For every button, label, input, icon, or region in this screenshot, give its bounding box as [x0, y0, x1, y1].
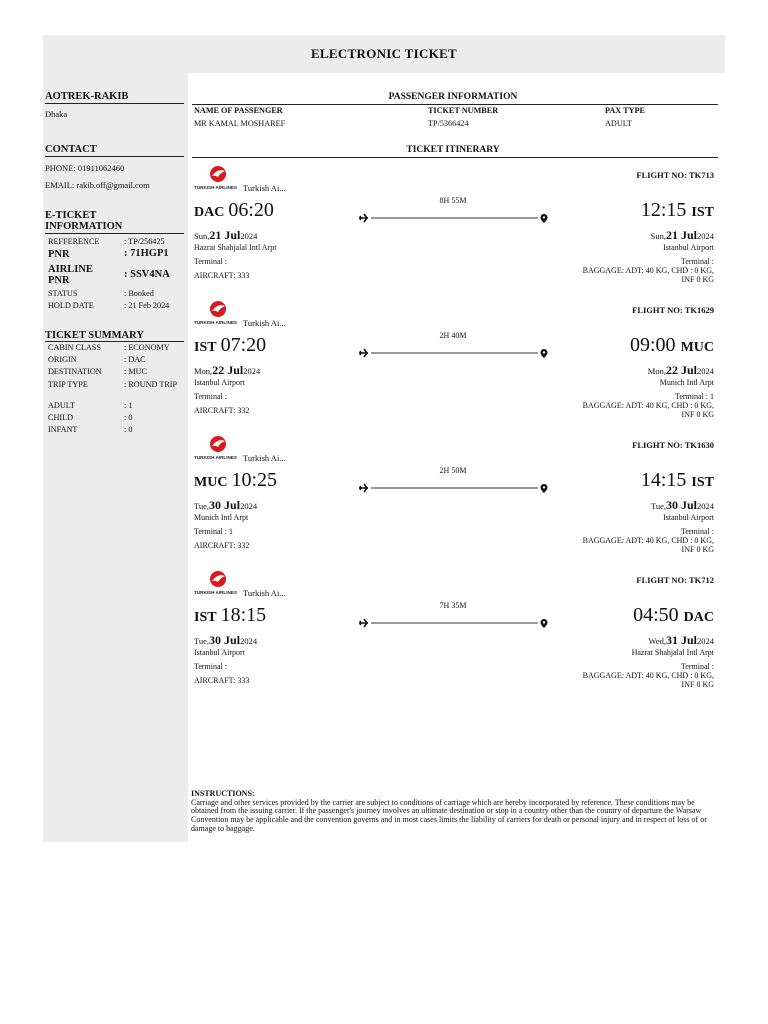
arrival-code: MUC [680, 340, 714, 355]
passenger-name-header: NAME OF PASSENGER [194, 106, 283, 115]
baggage-allowance: BAGGAGE: ADT: 40 KG, CHD : 0 KG, INF 0 KG [582, 401, 714, 419]
summary-value: : ECONOMY [124, 343, 170, 352]
svg-text:TURKISH AIRLINES: TURKISH AIRLINES [194, 320, 237, 325]
departure-time: 06:20 [228, 199, 274, 221]
divider [45, 103, 184, 104]
departure-time: 07:20 [220, 334, 267, 356]
instructions-text: Carriage and other services provided by the carrier are subject to conditions of carriage which are hereby incorporated by reference. These conditions may be obtained from the issuing carrier. If the passenger's journey involves an ultimate destination or stop in a country other than the country of departure the Warsaw Convention may be applicable and the convention governs and in most cases limits the liability of carriers for death or personal injury and in respect of loss of or damage to baggage. [191, 797, 707, 833]
departure-code: MUC [194, 475, 228, 490]
plane-icon [359, 484, 368, 492]
svg-text:TURKISH AIRLINES: TURKISH AIRLINES [194, 590, 237, 595]
ticket-number-header: TICKET NUMBER [428, 106, 499, 115]
passenger-info-title: PASSENGER INFORMATION [388, 92, 518, 102]
contact-email: EMAIL: rakib.off@gmail.com [45, 180, 150, 190]
flight-duration: 7H 35M [439, 601, 467, 610]
summary-key: INFANT [48, 425, 78, 434]
summary-key: CABIN CLASS [48, 343, 102, 352]
flight-duration: 8H 55M [439, 196, 467, 205]
instructions-title: INSTRUCTIONS: [191, 789, 255, 798]
agency-city: Dhaka [45, 109, 68, 119]
route-line [358, 482, 553, 494]
summary-value: : 0 [124, 413, 133, 422]
contact-title: CONTACT [45, 144, 97, 155]
arrival-date: Mon,22 Jul2024 [647, 363, 714, 377]
itinerary-title: TICKET ITINERARY [406, 145, 500, 155]
divider [45, 156, 184, 157]
arrival [641, 469, 714, 492]
flight-segment [188, 435, 725, 570]
route-line [358, 617, 553, 629]
flight-segment [188, 300, 725, 435]
location-pin-icon [541, 619, 548, 628]
departure [194, 469, 277, 492]
turkish-airlines-logo [194, 300, 246, 326]
pax-type: ADULT [605, 119, 632, 128]
departure-date: Sun,21 Jul2024 [194, 228, 258, 242]
flight-number: FLIGHT NO: TK713 [636, 170, 714, 180]
summary-key: CHILD [48, 413, 74, 422]
e-ticket-document [43, 35, 725, 842]
departure-terminal: Terminal : [194, 257, 227, 266]
divider [45, 233, 184, 234]
summary-value: : 1 [124, 401, 133, 410]
aircraft-type: AIRCRAFT: 333 [194, 271, 250, 280]
departure [194, 199, 274, 222]
summary-value: : 0 [124, 425, 133, 434]
arrival-code: DAC [683, 610, 714, 625]
airline-name: Turkish Ai... [243, 318, 286, 328]
eticket-title: E-TICKET INFORMATION [45, 210, 123, 232]
departure-airport: Munich Intl Arpt [194, 513, 249, 522]
route-line [358, 347, 553, 359]
summary-value: : MUC [124, 367, 147, 376]
eticket-value: : 21 Feb 2024 [124, 301, 170, 310]
flight-number: FLIGHT NO: TK1630 [632, 440, 714, 450]
summary-key: DESTINATION [48, 367, 102, 376]
arrival-airport: Istanbul Airport [663, 513, 714, 522]
departure-airport: Istanbul Airport [194, 648, 245, 657]
plane-icon [359, 214, 368, 222]
arrival-terminal: Terminal : [681, 527, 714, 536]
baggage-allowance: BAGGAGE: ADT: 40 KG, CHD : 0 KG, INF 0 KG [582, 266, 714, 284]
plane-icon [359, 619, 368, 627]
arrival-time: 09:00 [630, 334, 681, 356]
flight-segment [188, 570, 725, 705]
baggage-allowance: BAGGAGE: ADT: 40 KG, CHD : 0 KG, INF 0 KG [582, 536, 714, 554]
eticket-key: HOLD DATE [48, 301, 94, 310]
departure-code: IST [194, 340, 217, 355]
summary-key: ADULT [48, 401, 75, 410]
arrival-time: 14:15 [640, 469, 692, 491]
flight-duration: 2H 50M [439, 466, 467, 475]
divider [192, 104, 718, 105]
summary-key: ORIGIN [48, 355, 77, 364]
summary-title: TICKET SUMMARY [45, 330, 144, 341]
arrival-airport: Hazrat Shahjalal Intl Arpt [631, 648, 714, 657]
eticket-key: STATUS [48, 289, 78, 298]
eticket-key: PNR [48, 249, 70, 260]
arrival-date: Wed,31 Jul2024 [648, 633, 714, 647]
ticket-header [43, 35, 725, 73]
instructions [191, 790, 719, 834]
airline-name: Turkish Ai... [243, 588, 286, 598]
baggage-allowance: BAGGAGE: ADT: 40 KG, CHD : 0 KG, INF 0 KG [582, 671, 714, 689]
location-pin-icon [541, 349, 548, 358]
arrival-date: Tue,30 Jul2024 [650, 498, 714, 512]
arrival [630, 334, 714, 357]
departure-terminal: Terminal : [194, 392, 227, 401]
divider [45, 341, 184, 342]
svg-text:TURKISH AIRLINES: TURKISH AIRLINES [194, 455, 237, 460]
arrival [641, 199, 714, 222]
airline-name: Turkish Ai... [243, 183, 286, 193]
airline-name: Turkish Ai... [243, 453, 286, 463]
departure [194, 604, 266, 627]
turkish-airlines-logo [194, 435, 246, 461]
eticket-value: : TP/256425 [124, 237, 165, 246]
main-panel [188, 73, 725, 842]
eticket-key: REFFERENCE [48, 237, 100, 246]
arrival-terminal: Terminal : [681, 662, 714, 671]
route-line [358, 212, 553, 224]
arrival-time: 12:15 [640, 199, 692, 221]
eticket-key: AIRLINE PNR [48, 264, 93, 286]
arrival-code: IST [691, 475, 714, 490]
departure-airport: Istanbul Airport [194, 378, 245, 387]
departure-code: IST [194, 610, 217, 625]
ticket-number: TP/5366424 [428, 119, 469, 128]
arrival-time: 04:50 [633, 604, 684, 626]
turkish-airlines-logo [194, 570, 246, 596]
departure-date: Mon,22 Jul2024 [194, 363, 261, 377]
flight-segment [188, 165, 725, 300]
departure-time: 10:25 [231, 469, 277, 491]
ticket-title: ELECTRONIC TICKET [310, 46, 458, 61]
aircraft-type: AIRCRAFT: 332 [194, 406, 250, 415]
departure-airport: Hazrat Shahjalal Intl Arpt [194, 243, 277, 252]
pax-type-header: PAX TYPE [605, 106, 645, 115]
contact-phone: PHONE: 01911062460 [45, 163, 125, 173]
plane-icon [359, 349, 368, 357]
departure-code: DAC [194, 205, 225, 220]
flight-duration: 2H 40M [439, 331, 467, 340]
arrival-airport: Munich Intl Arpt [659, 378, 714, 387]
turkish-airlines-logo [194, 165, 246, 191]
arrival-code: IST [691, 205, 714, 220]
arrival-terminal: Terminal : 1 [675, 392, 714, 401]
flight-number: FLIGHT NO: TK712 [636, 575, 714, 585]
summary-key: TRIP TYPE [48, 380, 88, 389]
passenger-name: MR KAMAL MOSHAREF [194, 119, 286, 128]
departure-time: 18:15 [220, 604, 267, 626]
arrival [633, 604, 714, 627]
divider [192, 157, 718, 158]
eticket-value: : Booked [124, 289, 154, 298]
aircraft-type: AIRCRAFT: 332 [194, 541, 250, 550]
location-pin-icon [541, 484, 548, 493]
arrival-terminal: Terminal : [681, 257, 714, 266]
departure-terminal: Terminal : 1 [194, 527, 233, 536]
location-pin-icon [541, 214, 548, 223]
flight-number: FLIGHT NO: TK1629 [632, 305, 714, 315]
eticket-value: : SSV4NA [124, 269, 170, 280]
departure [194, 334, 266, 357]
aircraft-type: AIRCRAFT: 333 [194, 676, 250, 685]
eticket-value: : 71HGP1 [124, 248, 169, 259]
departure-date: Tue,30 Jul2024 [194, 633, 258, 647]
agency-name: AOTREK-RAKIB [45, 91, 129, 102]
summary-value: : DAC [124, 355, 146, 364]
departure-date: Tue,30 Jul2024 [194, 498, 258, 512]
summary-value: : ROUND TRIP [124, 380, 178, 389]
arrival-date: Sun,21 Jul2024 [650, 228, 714, 242]
arrival-airport: Istanbul Airport [663, 243, 714, 252]
departure-terminal: Terminal : [194, 662, 227, 671]
svg-text:TURKISH AIRLINES: TURKISH AIRLINES [194, 185, 237, 190]
